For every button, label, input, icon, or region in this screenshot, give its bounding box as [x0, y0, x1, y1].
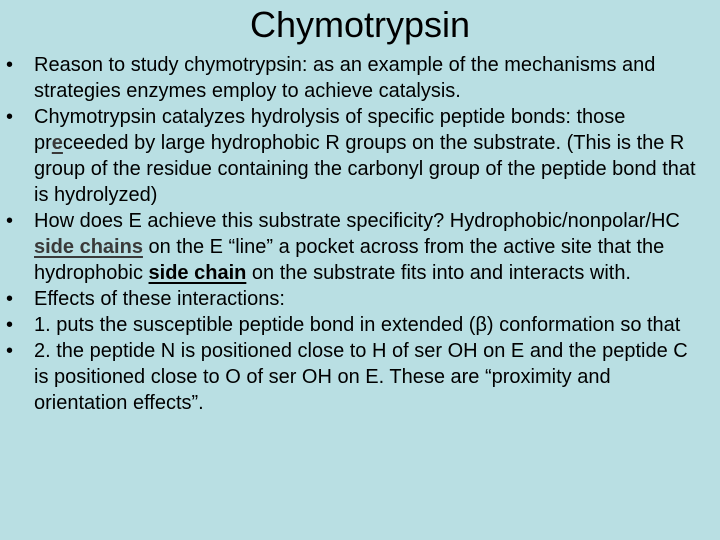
bullet-text-part: on the substrate fits into and interacts with. — [246, 262, 631, 284]
slide-title: Chymotrypsin — [249, 4, 471, 45]
bullet-reason — [0, 52, 720, 104]
bullet-specificity — [0, 104, 720, 208]
bullet-effect-1 — [0, 312, 720, 338]
emphasized-side-chain: side chain — [148, 262, 247, 284]
bullet-text: Effects of these interactions: — [34, 288, 285, 310]
bullet-text: Reason to study chymotrypsin: as an example of the mechanisms and strategies enzymes employ to achieve catalysis. — [34, 54, 656, 102]
bullet-question — [0, 208, 720, 286]
bullet-list — [0, 52, 720, 416]
bullet-text: 2. the peptide N is positioned close to H of ser OH on E and the peptide C is positioned close to O of ser OH on E. These are “proximity and orientation effects”. — [34, 340, 688, 414]
bullet-text-part: Chymotrypsin catalyzes hydrolysis of specific peptide bonds: those pr — [34, 106, 626, 154]
bullet-text-part: ceeded by large hydrophobic R groups on the substrate. (This is the R group of the residue containing the carbonyl group of the peptide bond that is hydrolyzed) — [34, 132, 696, 206]
emphasized-side-chains: side chains — [34, 236, 143, 258]
bullet-effects — [0, 286, 720, 312]
bullet-text-part: on the E “line” a pocket across from the active site that the hydrophobic — [34, 236, 665, 284]
bullet-text-part: How does E achieve this substrate specificity? Hydrophobic/nonpolar/HC — [34, 210, 680, 232]
emphasized-letter: e — [51, 132, 63, 154]
bullet-effect-2 — [0, 338, 720, 416]
bullet-text: 1. puts the susceptible peptide bond in extended (β) conformation so that — [34, 314, 681, 336]
